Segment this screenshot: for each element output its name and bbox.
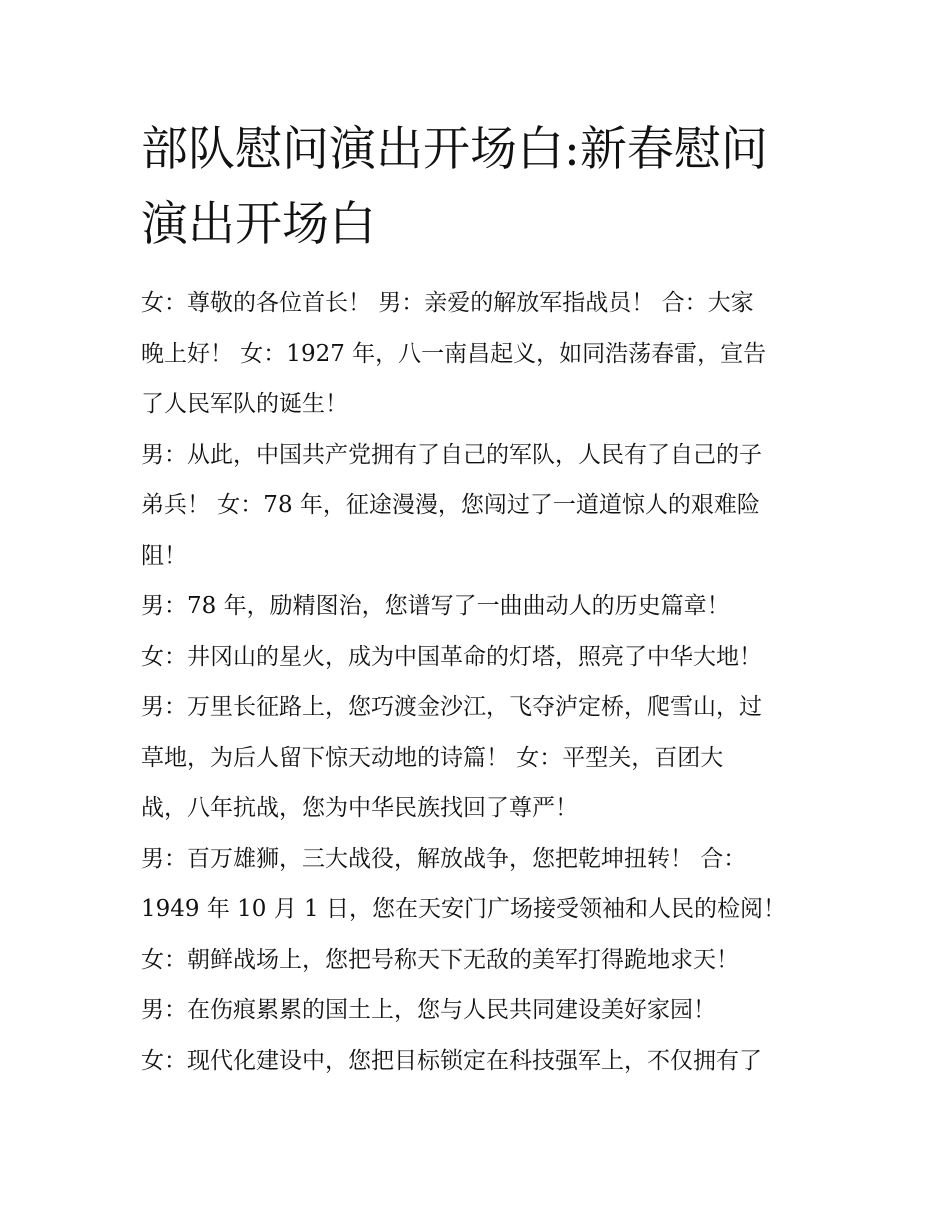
body-line: 草地，为后人留下惊天动地的诗篇！ 女：平型关，百团大 <box>141 744 724 771</box>
body-line: 女：现代化建设中，您把目标锁定在科技强军上，不仅拥有了 <box>141 1047 762 1074</box>
body-line: 了人民军队的诞生！ <box>141 391 348 417</box>
body-line: 女：井冈山的星火，成为中国革命的灯塔，照亮了中华大地！ <box>141 643 762 670</box>
body-line: 男：从此，中国共产党拥有了自己的军队，人民有了自己的子 <box>141 441 762 468</box>
body-line: 战，八年抗战，您为中华民族找回了尊严！ <box>141 795 578 821</box>
document-title <box>141 112 813 262</box>
body-line: 弟兵！ 女：78 年，征途漫漫，您闯过了一道道惊人的艰难险 <box>141 492 760 518</box>
body-line: 男：在伤痕累累的国土上，您与人民共同建设美好家园！ <box>141 997 716 1023</box>
body-line: 女：朝鲜战场上，您把号称天下无敌的美军打得跪地求天！ <box>141 946 739 973</box>
body-line: 男：78 年，励精图治，您谱写了一曲曲动人的历史篇章！ <box>141 593 730 619</box>
document-page <box>141 112 813 1086</box>
body-line: 男：百万雄狮，三大战役，解放战争，您把乾坤扭转！ 合： <box>141 845 747 872</box>
title-line-1: 部队慰问演出开场白:新春慰问 <box>141 122 768 177</box>
body-line: 女：尊敬的各位首长！ 男：亲爱的解放军指战员！ 合：大家 <box>141 290 754 316</box>
body-line: 晚上好！ 女：1927 年，八一南昌起义，如同浩荡春雷，宣告 <box>141 340 767 367</box>
body-line: 男：万里长征路上，您巧渡金沙江，飞夺泸定桥，爬雪山，过 <box>141 694 762 720</box>
document-body <box>141 278 813 1086</box>
title-line-2: 演出开场白 <box>141 197 376 252</box>
body-line: 阻！ <box>141 542 187 569</box>
body-line: 1949 年 10 月 1 日，您在天安门广场接受领袖和人民的检阅！ <box>141 896 786 922</box>
